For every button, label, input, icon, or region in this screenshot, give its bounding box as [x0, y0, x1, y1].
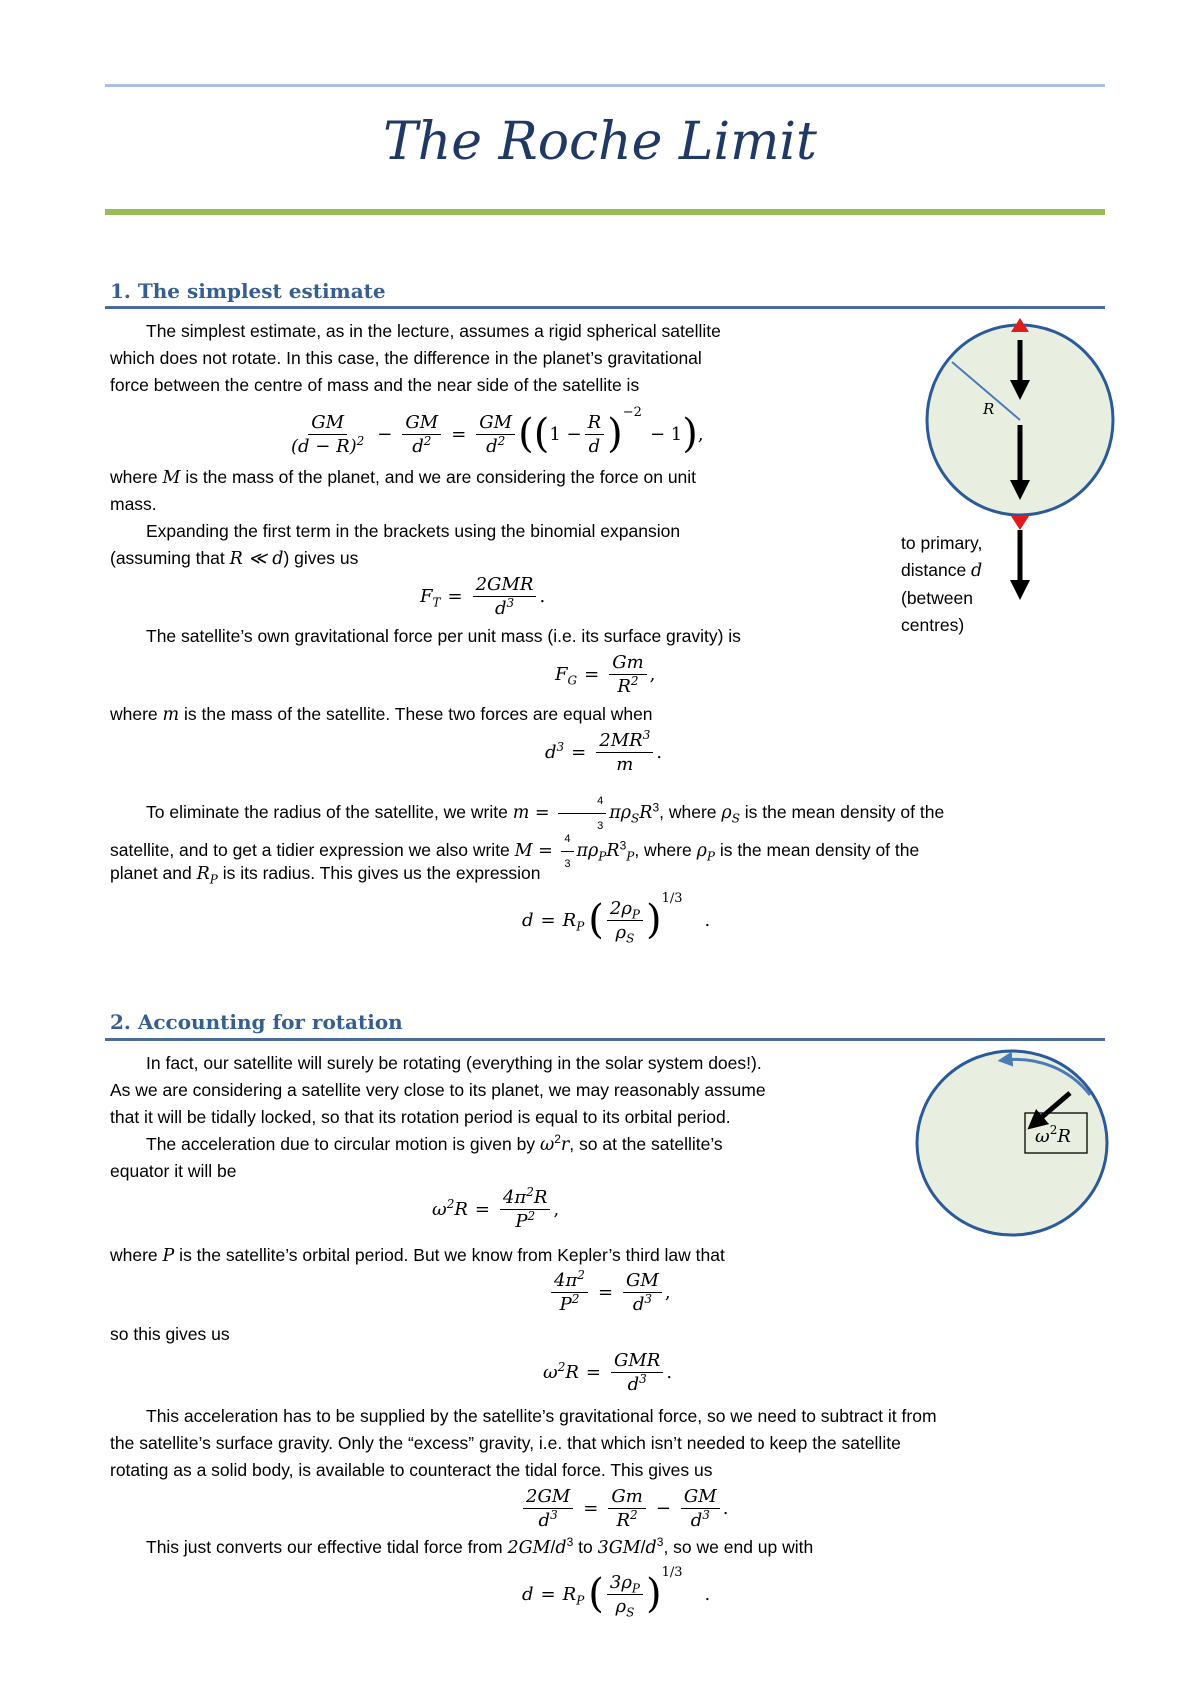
s2-q3: where P is the satellite’s orbital period. But we know from Kepler’s third law that	[110, 1245, 725, 1266]
equation-centripetal: $\omega^2R$ = $\frac{4\pi^2R}{P^2}$ ,	[432, 1184, 560, 1232]
s1-p7: satellite, and to get a tidier expression we also write M = $\frac{4}{3}$ $\pi\rho_PR^3_P$, where $\rho_P$ is the mean density of the	[110, 828, 919, 875]
rotating-satellite-diagram	[905, 1045, 1125, 1245]
s2-q5-line3: rotating as a solid body, is available to counteract the tidal force. This gives us	[110, 1460, 713, 1480]
s1-p6: To eliminate the radius of the satellite, we write m = $\frac{4}{3}$ $\pi\rho_SR^3$, where $\rho_S$ is the mean density of the	[110, 790, 944, 837]
s2-q2-line1: The acceleration due to circular motion is given by $\omega^2r$, so at the satellite’s	[146, 1132, 723, 1155]
s2-q1-line2: As we are considering a satellite very close to its planet, we may reasonably assume	[110, 1080, 766, 1100]
s2-q6: This just converts our effective tidal force from $2GM/d^3$ to $3GM/d^3$, so we end up with	[146, 1535, 814, 1558]
title-underline	[105, 209, 1105, 215]
s1-p2-line1: where M is the mass of the planet, and we are considering the force on unit	[110, 467, 697, 488]
radius-label: R	[983, 400, 995, 418]
section-2-rule	[105, 1038, 1105, 1041]
page-title: The Roche Limit	[383, 112, 817, 172]
rotating-satellite-body	[917, 1051, 1107, 1235]
equation-kepler-third-law: $\frac{4\pi^2}{P^2}$ = $\frac{GM}{d^3}$ ,	[548, 1264, 671, 1320]
s2-q5-line2: the satellite’s surface gravity. Only the “excess” gravity, i.e. that which isn’t needed to keep the satellite	[110, 1433, 901, 1453]
equation-surface-gravity: $F_G$ = $\frac{Gm}{R^2}$ ,	[555, 651, 656, 697]
equation-omega-kepler: $\omega^2R$ = $\frac{\text{GMR}}{d^3}$ .	[543, 1349, 673, 1395]
s1-p1-line3: force between the centre of mass and the near side of the satellite is	[110, 375, 640, 395]
equation-rotating-roche-limit: d = $R_P$ ( $\frac{3\rho_P}{\rho_S}$ ) 1/3 .	[522, 1564, 711, 1620]
s2-q1-line3: that it will be tidally locked, so that its rotation period is equal to its orbital period.	[110, 1107, 731, 1127]
equation-equal-forces: $d^3$ = $\frac{2MR^3}{m}$ .	[545, 727, 663, 775]
bottom-red-marker	[1011, 516, 1029, 530]
s1-p8: planet and $R_P$ is its radius. This gives us the expression	[110, 863, 541, 887]
omega-label: $\omega^2R$	[1035, 1123, 1071, 1147]
equation-effective-balance: $\frac{2GM}{d^3}$ = $\frac{Gm}{R^2}$ − $\frac{GM}{d^3}$ .	[520, 1480, 728, 1536]
equation-tidal-difference: $\frac{GM}{(d - R)^2}$ − $\frac{GM}{d^2}$ = $\frac{GM}{d^2}$ ( ( 1 − $\frac{R}{d}$ ) −2 − 1 ) ,	[291, 404, 704, 457]
s1-p2-line2: mass.	[110, 494, 157, 514]
s1-p3-line2: (assuming that R ≪ d) gives us	[110, 548, 359, 569]
s1-p5: where m is the mass of the satellite. These two forces are equal when	[110, 704, 653, 725]
s1-p1-line1: The simplest estimate, as in the lecture, assumes a rigid spherical satellite	[146, 321, 721, 341]
figure-1-caption: to primary, distance d (between centres)	[901, 533, 983, 635]
s2-q4: so this gives us	[110, 1324, 230, 1344]
equation-rigid-roche-limit: d = $R_P$ ( $\frac{2\rho_P}{\rho_S}$ ) 1/3 .	[522, 890, 711, 946]
equation-tidal-force: $F_T$ = $\frac{\text{2GMR}}{d^3}$ .	[420, 573, 546, 619]
s2-q5-line1: This acceleration has to be supplied by the satellite’s gravitational force, so we need to subtract it from	[146, 1406, 937, 1426]
section-1-heading: 1. The simplest estimate	[110, 279, 386, 303]
section-1-rule	[105, 306, 1105, 309]
s2-q1-line1: In fact, our satellite will surely be rotating (everything in the solar system does!).	[146, 1053, 762, 1073]
s2-q2-line2: equator it will be	[110, 1161, 237, 1181]
top-rule	[105, 84, 1105, 87]
s1-p4: The satellite’s own gravitational force per unit mass (i.e. its surface gravity) is	[146, 626, 741, 646]
s1-p3-line1: Expanding the first term in the brackets using the binomial expansion	[146, 521, 681, 541]
section-2-heading: 2. Accounting for rotation	[110, 1010, 403, 1034]
s1-p1-line2: which does not rotate. In this case, the difference in the planet’s gravitational	[110, 348, 702, 368]
